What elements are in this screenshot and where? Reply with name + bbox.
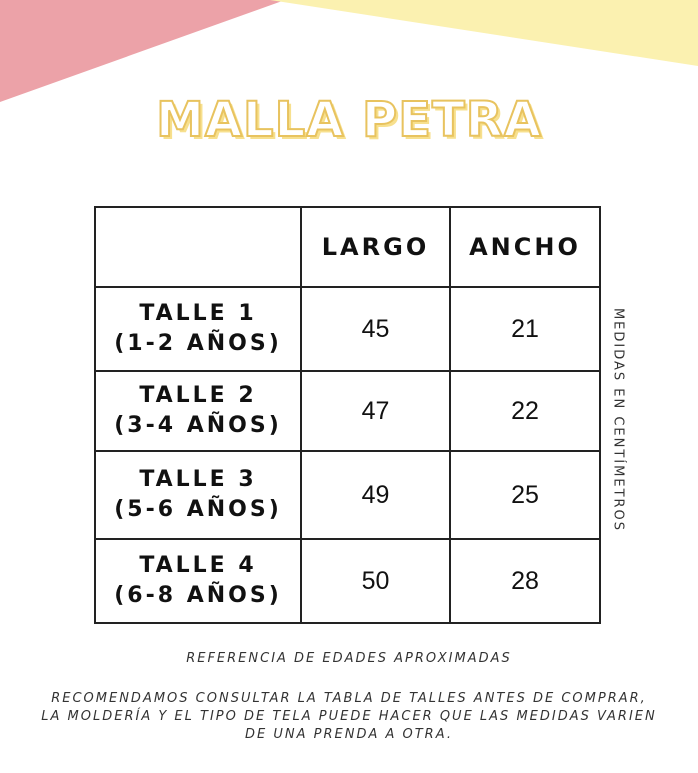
ancho-value: 25 — [450, 451, 600, 539]
units-note: MEDIDAS EN CENTÍMETROS — [610, 307, 626, 533]
largo-value: 49 — [301, 451, 450, 539]
talle-label: TALLE 2 — [139, 383, 257, 408]
table-row — [95, 451, 600, 539]
largo-value: 47 — [301, 371, 450, 451]
talle-label: TALLE 1 — [139, 301, 257, 326]
age-range: (1-2 AÑOS) — [114, 331, 282, 356]
age-reference-note: REFERENCIA DE EDADES APROXIMADAS — [186, 651, 512, 666]
recommendation-line: DE UNA PRENDA A OTRA. — [245, 727, 453, 742]
table-row — [95, 371, 600, 451]
header-largo: LARGO — [301, 207, 450, 287]
recommendation-line: LA MOLDERÍA Y EL TIPO DE TELA PUEDE HACER QUE LAS MEDIDAS VARIEN — [41, 709, 657, 724]
table-row — [95, 287, 600, 371]
ancho-value: 21 — [450, 287, 600, 371]
age-range: (3-4 AÑOS) — [114, 413, 282, 438]
page-title: MALLA PETRA — [156, 92, 542, 148]
size-table — [94, 206, 601, 624]
recommendation-line: RECOMENDAMOS CONSULTAR LA TABLA DE TALLES ANTES DE COMPRAR, — [51, 691, 647, 706]
table-row — [95, 539, 600, 623]
talle-label: TALLE 4 — [139, 553, 257, 578]
talle-cell — [95, 451, 301, 539]
talle-cell — [95, 371, 301, 451]
age-range: (6-8 AÑOS) — [114, 583, 282, 608]
header-empty-cell — [95, 207, 301, 287]
pink-triangle-shape — [0, 0, 285, 102]
talle-cell — [95, 287, 301, 371]
ancho-value: 28 — [450, 539, 600, 623]
largo-value: 45 — [301, 287, 450, 371]
yellow-triangle-shape — [270, 0, 698, 66]
table-header-row — [95, 207, 600, 287]
largo-value: 50 — [301, 539, 450, 623]
talle-label: TALLE 3 — [139, 467, 257, 492]
age-range: (5-6 AÑOS) — [114, 497, 282, 522]
talle-cell — [95, 539, 301, 623]
ancho-value: 22 — [450, 371, 600, 451]
header-ancho: ANCHO — [450, 207, 600, 287]
recommendation-note — [10, 690, 688, 744]
